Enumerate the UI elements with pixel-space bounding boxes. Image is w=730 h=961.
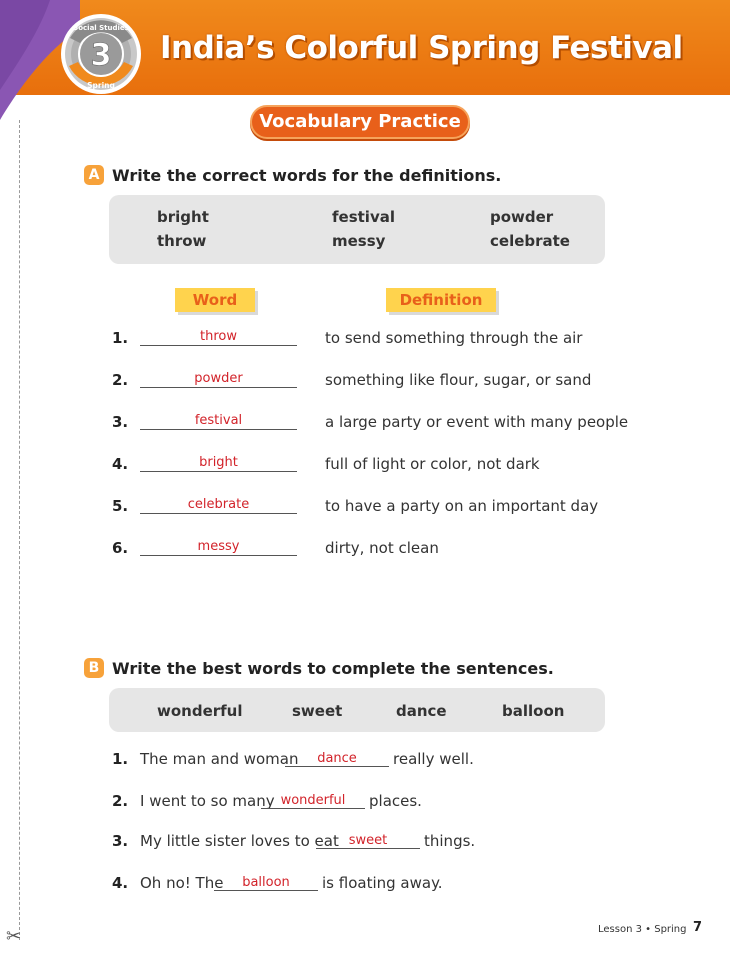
sentence-start: My little sister loves to eat (140, 832, 339, 850)
item-number: 2. (112, 371, 129, 389)
sentence-start: Oh no! The (140, 874, 224, 892)
section-b-instruction: Write the best words to complete the sentences. (112, 659, 554, 678)
word-bank-item: celebrate (490, 232, 570, 250)
column-header-word: Word (175, 288, 255, 312)
sentence-end: really well. (393, 750, 474, 768)
lesson-badge (60, 8, 142, 96)
sentence-start: I went to so many (140, 792, 275, 810)
item-number: 5. (112, 497, 129, 515)
word-bank-item: powder (490, 208, 554, 226)
definition-text: to send something through the air (325, 329, 583, 347)
answer-text: festival (194, 413, 243, 428)
answer-text: balloon (242, 875, 290, 890)
answer-text: wonderful (280, 793, 346, 808)
item-number: 1. (112, 750, 129, 768)
word-bank-item: bright (157, 208, 209, 226)
word-bank-b (109, 688, 605, 732)
answer-text: celebrate (187, 497, 250, 512)
definition-text: a large party or event with many people (325, 413, 629, 431)
item-number: 1. (112, 329, 129, 347)
item-number: 4. (112, 455, 129, 473)
sentence-start: The man and woman (140, 750, 299, 768)
sentence-end: places. (369, 792, 422, 810)
word-bank-item: wonderful (157, 702, 243, 720)
badge-top-label: Social Studies (73, 24, 129, 32)
answer-text: dance (317, 751, 357, 766)
word-bank-item: throw (157, 232, 207, 250)
answer-text: bright (199, 455, 238, 470)
cut-line (19, 120, 20, 940)
answer-text: powder (194, 371, 243, 386)
item-number: 6. (112, 539, 129, 557)
section-b-badge: B (84, 658, 104, 678)
word-bank-item: balloon (502, 702, 565, 720)
definition-text: dirty, not clean (325, 539, 439, 557)
answer-text: sweet (348, 833, 388, 848)
word-bank-item: festival (332, 208, 395, 226)
answer-text: throw (200, 329, 237, 344)
item-number: 3. (112, 832, 129, 850)
scissors-icon: ✂ (6, 926, 22, 947)
answer-text: messy (197, 539, 240, 554)
page-number: 7 (693, 920, 703, 935)
section-a-badge: A (84, 165, 104, 185)
word-bank-item: dance (396, 702, 447, 720)
definition-text: something like flour, sugar, or sand (325, 371, 592, 389)
item-number: 2. (112, 792, 129, 810)
definition-text: full of light or color, not dark (325, 455, 540, 473)
sentence-end: is floating away. (322, 874, 443, 892)
word-bank-item: sweet (292, 702, 343, 720)
vocabulary-practice-banner: Vocabulary Practice (250, 105, 470, 139)
definition-text: to have a party on an important day (325, 497, 599, 515)
section-a-instruction: Write the correct words for the definitions. (112, 166, 502, 185)
badge-number: 3 (90, 38, 112, 73)
item-number: 4. (112, 874, 129, 892)
badge-bottom-label: Spring (87, 81, 115, 90)
column-header-definition: Definition (386, 288, 496, 312)
page-title: India’s Colorful Spring Festival (160, 30, 683, 66)
sentence-end: things. (424, 832, 476, 850)
word-bank-item: messy (332, 232, 386, 250)
word-bank-a (109, 195, 605, 264)
item-number: 3. (112, 413, 129, 431)
footer-lesson: Lesson 3 • Spring (598, 924, 687, 935)
